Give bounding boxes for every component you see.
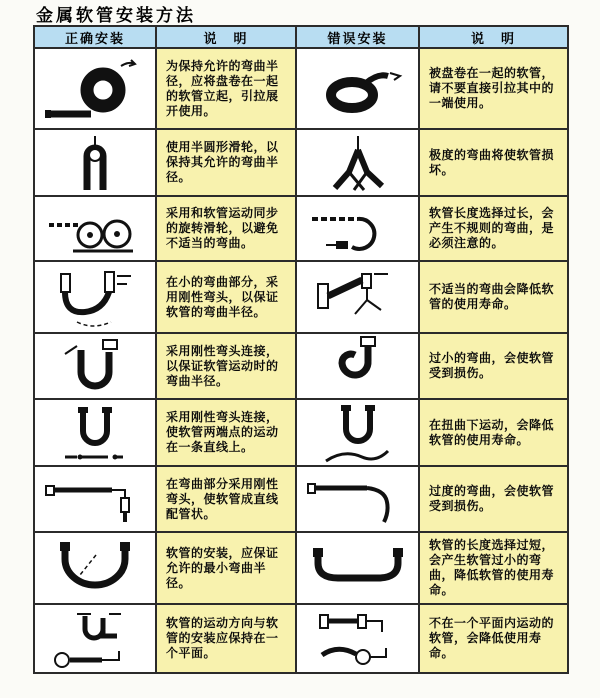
table-row: [34, 399, 568, 466]
row7-wrong-desc: 过度的弯曲，会使软管受到损伤。: [419, 466, 568, 532]
row2-correct-desc: 使用半圆形滑轮，以保持其允许的弯曲半径。: [156, 129, 296, 196]
row9-wrong-illustration: [296, 604, 419, 673]
row5-correct-illustration: [34, 333, 156, 399]
table-row: [34, 196, 568, 261]
twisted-motion-hose-icon: [316, 403, 400, 463]
row7-correct-desc: 在弯曲部分采用刚性弯头，使软管成直线配管状。: [156, 466, 296, 532]
table-row: [34, 261, 568, 333]
straight-pipe-with-rigid-elbow-icon: [43, 472, 147, 526]
table-row: [34, 48, 568, 129]
header-description-2: 说 明: [419, 26, 568, 48]
table-row: [34, 129, 568, 196]
page-title: 金属软管安装方法: [36, 6, 196, 26]
row1-correct-desc: 为保持允许的弯曲半径，应将盘卷在一起的软管立起，引拉展开使用。: [156, 48, 296, 129]
row9-correct-desc: 软管的运动方向与软管的安装应保持在一个平面。: [156, 604, 296, 673]
row4-wrong-desc: 不适当的弯曲会降低软管的使用寿命。: [419, 261, 568, 333]
row5-correct-desc: 采用刚性弯头连接，以保证软管运动时的弯曲半径。: [156, 333, 296, 399]
row4-wrong-illustration: [296, 261, 419, 333]
row1-correct-illustration: [34, 48, 156, 129]
table-row: [34, 466, 568, 532]
row7-correct-illustration: [34, 466, 156, 532]
improper-bend-hose-icon: [310, 268, 406, 326]
synchronized-rotating-pulleys-icon: [45, 203, 145, 255]
row2-wrong-desc: 极度的弯曲将使软管损坏。: [419, 129, 568, 196]
row3-wrong-illustration: [296, 196, 419, 261]
rigid-elbow-small-bend-icon: [47, 266, 143, 328]
row9-wrong-desc: 不在一个平面内运动的软管，会降低使用寿命。: [419, 604, 568, 673]
header-row: [34, 26, 568, 48]
too-short-flat-hose-icon: [303, 543, 413, 593]
row1-wrong-desc: 被盘卷在一起的软管，请不要直接引拉其中的一端使用。: [419, 48, 568, 129]
row2-wrong-illustration: [296, 129, 419, 196]
row7-wrong-illustration: [296, 466, 419, 532]
out-of-plane-motion-hose-icon: [308, 609, 408, 669]
row8-wrong-desc: 软管的长度选择过短，会产生软管过小的弯曲，降低软管的使用寿命。: [419, 532, 568, 604]
same-plane-motion-hose-icon: [45, 608, 145, 670]
rigid-elbow-connection-u-hose-icon: [53, 336, 137, 396]
table-row: [34, 604, 568, 673]
extreme-kinked-hose-icon: [318, 134, 398, 192]
row8-correct-illustration: [34, 532, 156, 604]
too-small-bend-hook-icon: [322, 335, 394, 397]
standing-coil-hose-icon: [41, 56, 149, 122]
header-wrong-install: 错误安装: [296, 26, 419, 48]
row6-correct-desc: 采用刚性弯头连接，使软管两端点的运动在一条直线上。: [156, 399, 296, 466]
row9-correct-illustration: [34, 604, 156, 673]
row3-wrong-desc: 软管长度选择过长，会产生不规则的弯曲，是必须注意的。: [419, 196, 568, 261]
row6-correct-illustration: [34, 399, 156, 466]
row6-wrong-illustration: [296, 399, 419, 466]
over-bent-hose-end-icon: [306, 472, 410, 526]
table-row: [34, 333, 568, 399]
row8-wrong-illustration: [296, 532, 419, 604]
header-description-1: 说 明: [156, 26, 296, 48]
row3-correct-desc: 采用和软管运动同步的旋转滑轮，以避免不适当的弯曲。: [156, 196, 296, 261]
row2-correct-illustration: [34, 129, 156, 196]
overlong-hose-irregular-bend-icon: [308, 203, 408, 255]
row5-wrong-illustration: [296, 333, 419, 399]
header-correct-install: 正确安装: [34, 26, 156, 48]
semicircular-pulley-hose-icon: [60, 134, 130, 192]
aligned-endpoints-u-hose-icon: [53, 403, 137, 463]
coiled-hose-pulled-directly-icon: [310, 61, 406, 117]
row6-wrong-desc: 在扭曲下运动，会降低软管的使用寿命。: [419, 399, 568, 466]
row1-wrong-illustration: [296, 48, 419, 129]
installation-table: [33, 25, 569, 674]
row5-wrong-desc: 过小的弯曲，会使软管受到损伤。: [419, 333, 568, 399]
row3-correct-illustration: [34, 196, 156, 261]
table-row: [34, 532, 568, 604]
row8-correct-desc: 软管的安装，应保证允许的最小弯曲半径。: [156, 532, 296, 604]
row4-correct-desc: 在小的弯曲部分，采用刚性弯头，以保证软管的弯曲半径。: [156, 261, 296, 333]
min-bend-radius-u-hose-icon: [40, 537, 150, 599]
row4-correct-illustration: [34, 261, 156, 333]
